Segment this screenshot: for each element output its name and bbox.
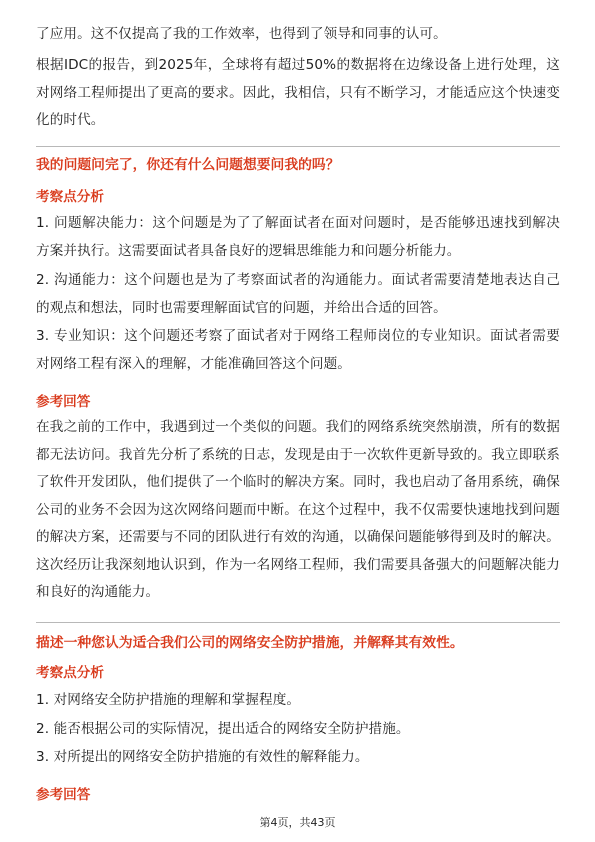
analysis-point: 1. 对网络安全防护措施的理解和掌握程度。 — [36, 692, 301, 708]
analysis-point: 3. 专业知识：这个问题还考察了面试者对于网络工程师岗位的专业知识。面试者需要对网络工程有深入的理解，才能准确回答这个问题。 — [36, 328, 560, 372]
analysis-point: 2. 沟通能力：这个问题也是为了考察面试者的沟通能力。面试者需要清楚地表达自己的观点和想法，同时也需要理解面试官的问题，并给出合适的回答。 — [36, 272, 560, 316]
analysis-point: 1. 问题解决能力：这个问题是为了了解面试者在面对问题时，是否能够迅速找到解决方案并执行。这需要面试者具备良好的逻辑思维能力和问题分析能力。 — [36, 215, 560, 259]
answer-paragraph: 在我之前的工作中，我遇到过一个类似的问题。我们的网络系统突然崩溃，所有的数据都无法访问。我首先分析了系统的日志，发现是由于一次软件更新导致的。我立即联系了软件开发团队，他们提供了一个临时的解决方案。同时，我也启动了备用系统，确保公司的业务不会因为这次网络问题而中断。在这个过程中，我不仅需要快速地找到问题的解决方案，还需要与不同的团队进行有效的沟通，以确保问题能够得到及时的解决。这次经历让我深刻地认识到，作为一名网络工程师，我们需要具备强大的问题解决能力和良好的沟通能力。 — [36, 419, 560, 600]
section-divider — [36, 146, 560, 147]
analysis-point: 2. 能否根据公司的实际情况，提出适合的网络安全防护措施。 — [36, 721, 410, 737]
question-title: 描述一种您认为适合我们公司的网络安全防护措施，并解释其有效性。 — [36, 635, 464, 651]
answer-heading: 参考回答 — [36, 394, 91, 410]
page-number: 第4页，共43页 — [259, 816, 336, 829]
answer-heading: 参考回答 — [36, 787, 91, 803]
analysis-heading: 考察点分析 — [36, 189, 104, 205]
intro-paragraph: 根据IDC的报告，到2025年，全球将有超过50%的数据将在边缘设备上进行处理，这对网络工程师提出了更高的要求。因此，我相信，只有不断学习，才能适应这个快速变化的时代。 — [36, 57, 560, 128]
question-title: 我的问题问完了，你还有什么问题想要问我的吗？ — [36, 157, 340, 173]
analysis-point: 3. 对所提出的网络安全防护措施的有效性的解释能力。 — [36, 749, 369, 765]
intro-line: 了应用。这不仅提高了我的工作效率，也得到了领导和同事的认可。 — [36, 26, 447, 42]
analysis-heading: 考察点分析 — [36, 665, 104, 681]
section-divider — [36, 622, 560, 623]
